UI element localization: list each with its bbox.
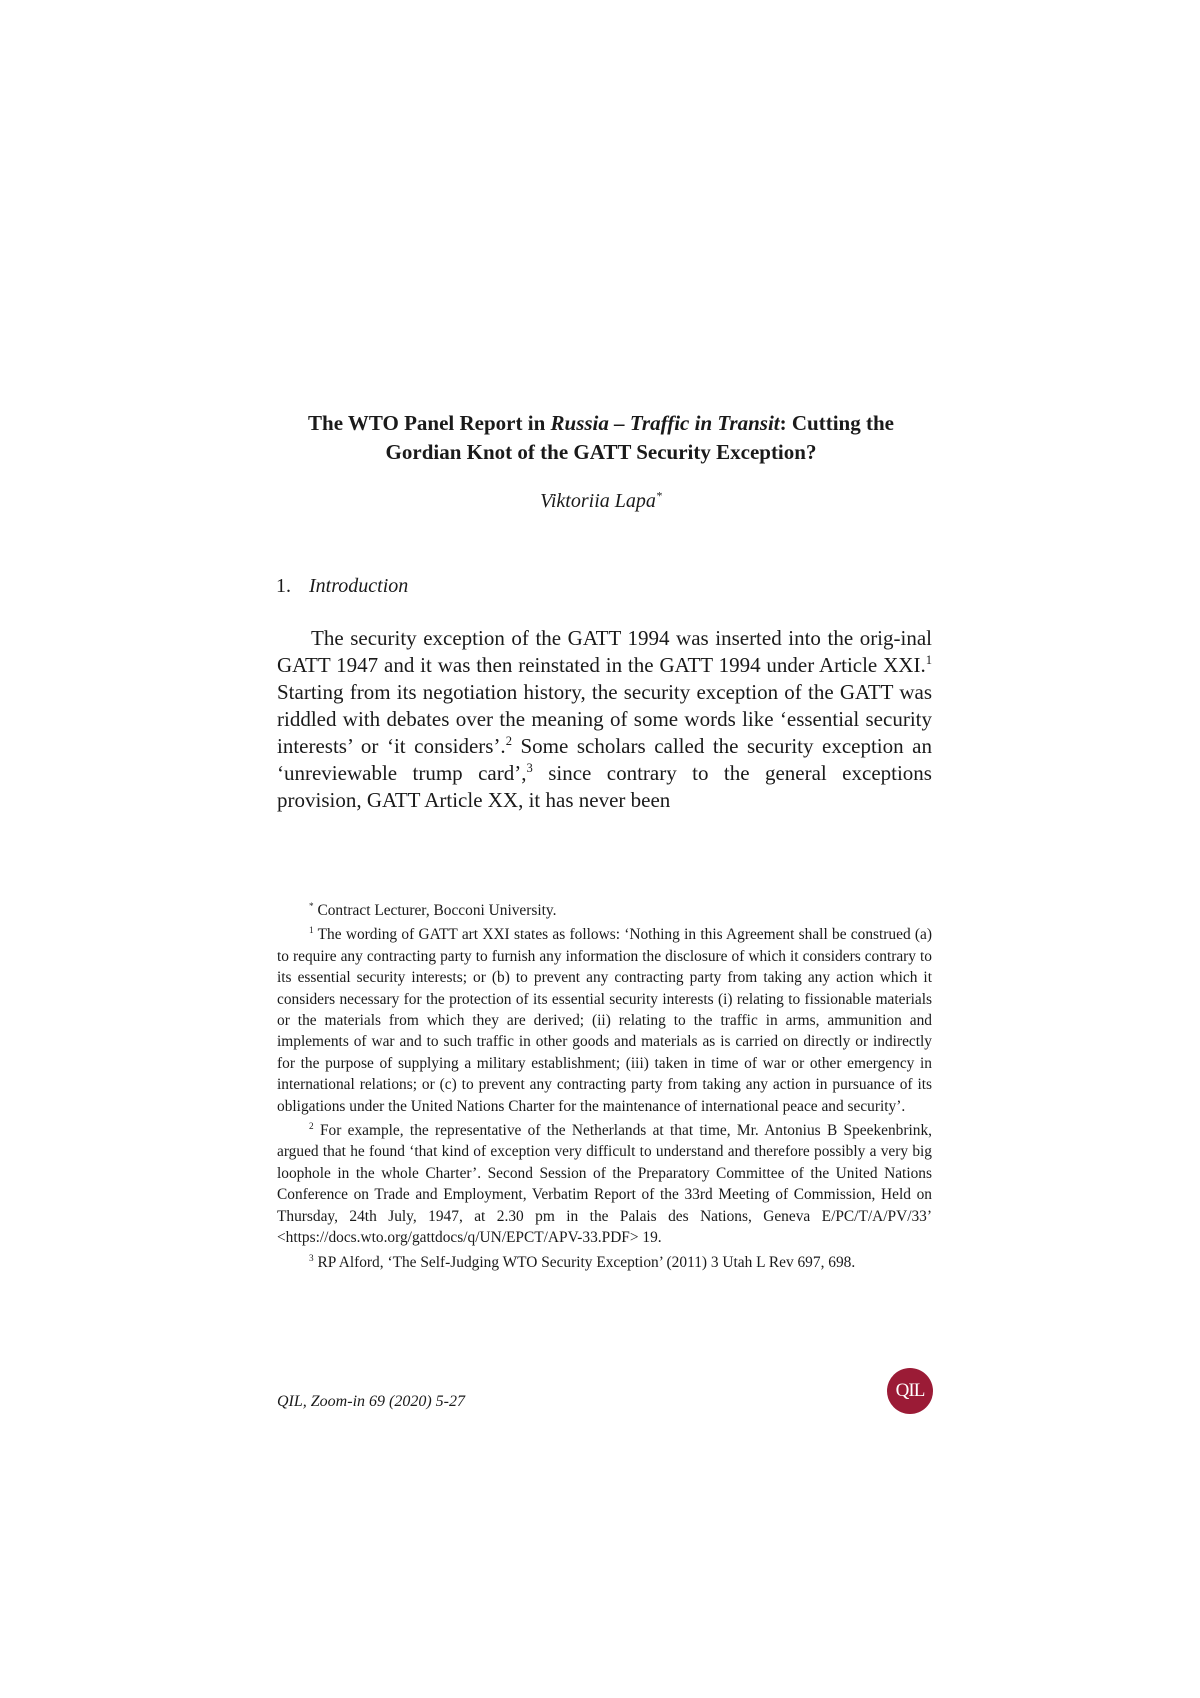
- body-sentence-3: Some scholars called the security exception an ‘unreviewable trump card’,: [277, 734, 932, 785]
- footnote-1: [277, 924, 932, 1117]
- author-name: Viktoriia Lapa: [540, 490, 656, 512]
- body-sentence-1: The security exception of the GATT 1994 was inserted into the orig-inal GATT 1947 and it was then reinstated in the GATT 1994 under Article XXI.: [277, 626, 932, 677]
- title-pre: The WTO Panel Report in: [308, 411, 551, 435]
- footnote-mark: 2: [309, 1120, 314, 1131]
- footnote-text: Contract Lecturer, Bocconi University.: [313, 902, 557, 919]
- footnote-text: The wording of GATT art XXI states as follows: ‘Nothing in this Agreement shall be construed (a) to require any contracting party to furnish any information the disclosure of which it considers contrary to its essential security interests; or (b) to prevent any contracting party from taking any action which it considers necessary for the protection of its essential security interests (i) relating to fissionable materials or the materials from which they are derived; (ii) relating to the traffic in arms, ammunition and implements of war and to such traffic in other goods and materials as is carried on directly or indirectly for the purpose of supplying a military establishment; (iii) taken in time of war or other emergency in international relations; or (c) to prevent any contracting party from taking any action in pursuance of its obligations under the United Nations Charter for the maintenance of international peace and security’.: [277, 926, 932, 1115]
- footnote-mark: 1: [309, 925, 314, 936]
- footnote-star: [277, 900, 932, 921]
- author-footnote-mark[interactable]: *: [655, 488, 662, 503]
- footnote-mark: 3: [309, 1252, 314, 1263]
- section-number: 1.: [276, 575, 291, 597]
- footnote-text[interactable]: For example, the representative of the Netherlands at that time, Mr. Antonius B Speekenbrink, argued that he found ‘that kind of exception very difficult to understand and therefore possibly a very big loophole in the whole Charter’. Second Session of the Preparatory Committee of the United Nations Conference on Trade and Employment, Verbatim Report of the 33rd Meeting of Commission, Held on Thursday, 24th July, 1947, at 2.30 pm in the Palais des Nations, Geneva E/PC/T/A/PV/33’ <https://docs.wto.org/gattdocs/q/UN/EPCT/APV-33.PDF> 19.: [277, 1122, 932, 1247]
- footnote-mark: *: [309, 900, 314, 911]
- journal-citation: QIL, Zoom-in 69 (2020) 5-27: [277, 1393, 465, 1410]
- footnote-ref-2[interactable]: 2: [505, 734, 512, 748]
- title-case-name: Russia – Traffic in Transit: [550, 411, 780, 435]
- body-paragraph: [277, 625, 932, 814]
- article-title: [270, 409, 932, 467]
- section-heading: [276, 575, 408, 598]
- footnotes: [277, 900, 932, 1276]
- footnote-ref-3[interactable]: 3: [526, 761, 533, 775]
- section-name: Introduction: [309, 575, 409, 597]
- title-post: : Cutting the Gordian Knot of the GATT Security Exception?: [385, 411, 894, 464]
- body-text: [277, 625, 932, 814]
- body-sentence-2: Starting from its negotiation history, the security exception of the GATT was riddled with debates over the meaning of some words like ‘essential security interests’ or ‘it considers’.: [277, 680, 932, 758]
- qil-logo-text: QIL: [895, 1380, 925, 1401]
- footnote-2: [277, 1120, 932, 1248]
- footnote-ref-1[interactable]: 1: [925, 653, 932, 667]
- body-sentence-4: since contrary to the general exceptions provision, GATT Article XX, it has never been: [277, 761, 932, 812]
- footnote-3: [277, 1252, 932, 1273]
- author-line: [270, 490, 932, 513]
- footnote-text: RP Alford, ‘The Self-Judging WTO Security Exception’ (2011) 3 Utah L Rev 697, 698.: [313, 1253, 856, 1271]
- qil-logo: [887, 1368, 933, 1414]
